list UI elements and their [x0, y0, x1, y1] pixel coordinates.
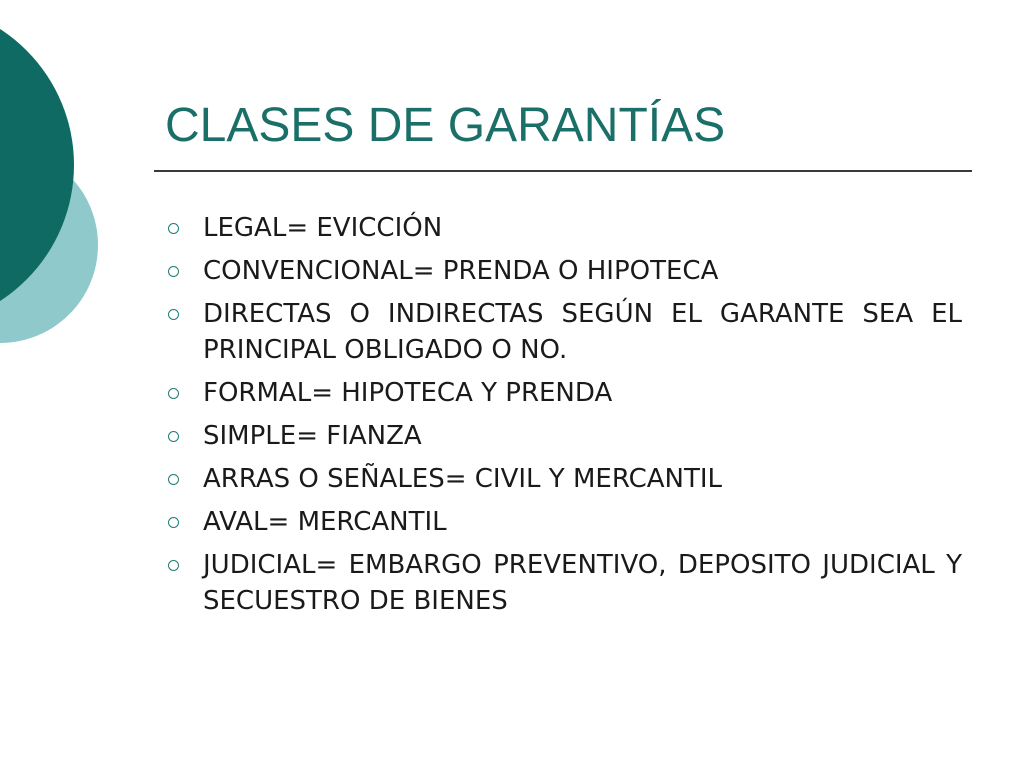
bullet-text: JUDICIAL= EMBARGO PREVENTIVO, DEPOSITO JUDICIAL Y SECUESTRO DE BIENES — [203, 550, 962, 616]
bullet-text: LEGAL= EVICCIÓN — [203, 213, 443, 243]
bullet-item — [162, 210, 962, 246]
hollow-circle-icon — [168, 309, 179, 320]
bullet-item — [162, 547, 962, 619]
bullet-text: FORMAL= HIPOTECA Y PRENDA — [203, 378, 613, 408]
decorative-circles — [0, 0, 120, 420]
slide-title: CLASES DE GARANTÍAS — [165, 99, 726, 152]
hollow-circle-icon — [168, 266, 179, 277]
hollow-circle-icon — [168, 223, 179, 234]
bullet-item — [162, 253, 962, 289]
bullet-text: SIMPLE= FIANZA — [203, 421, 422, 451]
hollow-circle-icon — [168, 431, 179, 442]
bullet-list — [162, 210, 962, 626]
bullet-item — [162, 375, 962, 411]
bullet-item — [162, 504, 962, 540]
hollow-circle-icon — [168, 474, 179, 485]
title-divider — [154, 170, 972, 172]
bullet-item — [162, 418, 962, 454]
bullet-text: ARRAS O SEÑALES= CIVIL Y MERCANTIL — [203, 464, 723, 494]
hollow-circle-icon — [168, 517, 179, 528]
hollow-circle-icon — [168, 388, 179, 399]
hollow-circle-icon — [168, 560, 179, 571]
bullet-item — [162, 461, 962, 497]
bullet-text: CONVENCIONAL= PRENDA O HIPOTECA — [203, 256, 719, 286]
bullet-text: AVAL= MERCANTIL — [203, 507, 447, 537]
bullet-text: DIRECTAS O INDIRECTAS SEGÚN EL GARANTE SEA EL PRINCIPAL OBLIGADO O NO. — [203, 299, 962, 365]
bullet-item — [162, 296, 962, 368]
